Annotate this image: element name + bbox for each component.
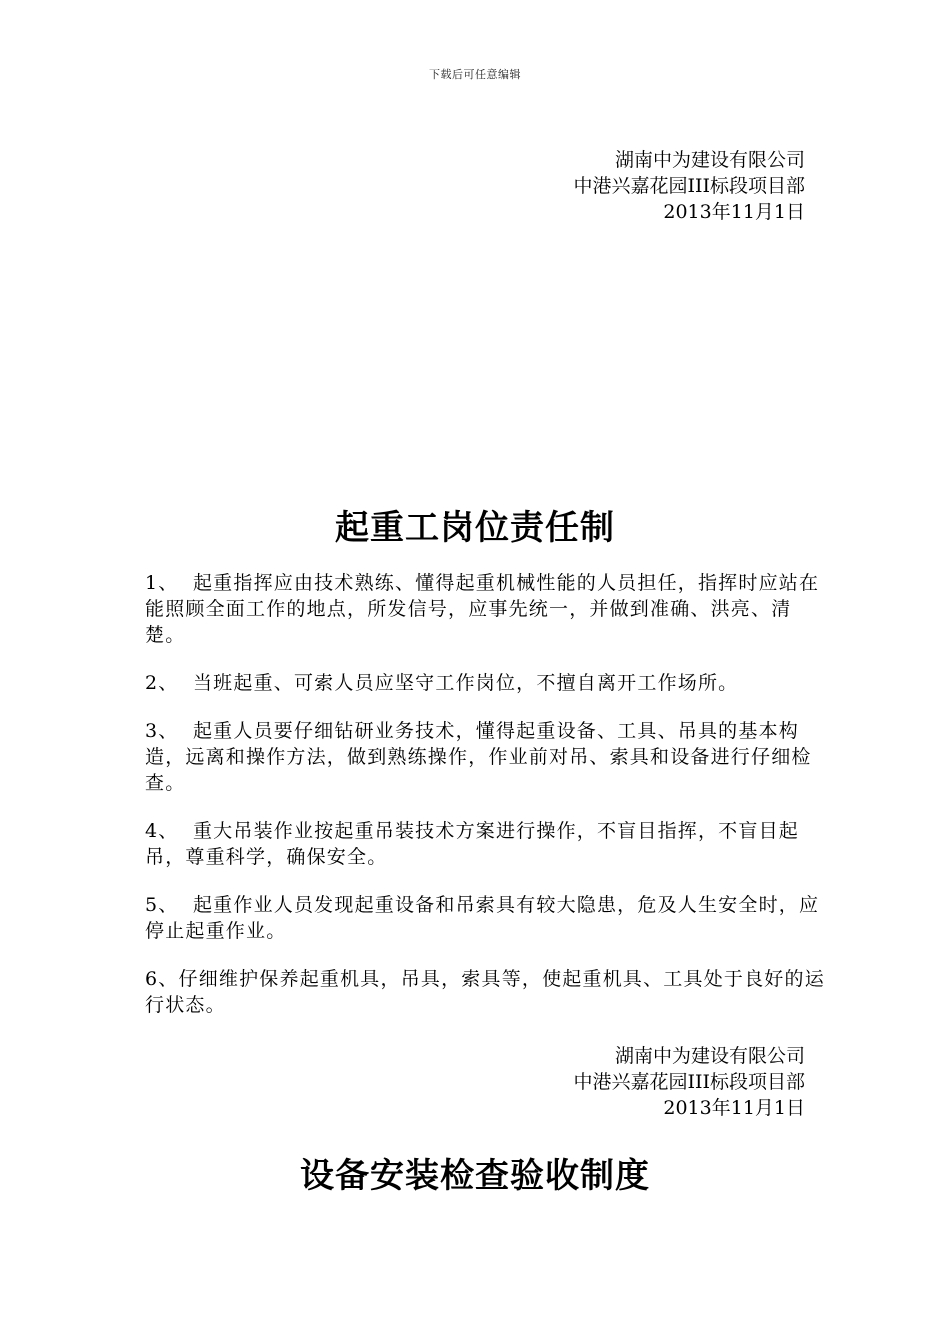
company-name: 湖南中为建设有限公司	[614, 1045, 805, 1067]
signature-date: 2013年11月1日	[663, 1097, 805, 1119]
clause-list	[145, 570, 825, 1018]
page-header-note: 下载后可任意编辑	[429, 68, 521, 81]
section-title-equipment-inspection: 设备安装检查验收制度	[300, 1156, 650, 1196]
clause-item-5: 5、 起重作业人员发现起重设备和吊索具有较大隐患，危及人生安全时，应停止起重作业。	[145, 894, 820, 942]
company-name: 湖南中为建设有限公司	[614, 149, 805, 171]
clause-item-1: 1、 起重指挥应由技术熟练、懂得起重机械性能的人员担任，指挥时应站在能照顾全面工作的地点，所发信号，应事先统一，并做到准确、洪亮、清楚。	[145, 572, 820, 646]
clause-item-3: 3、 起重人员要仔细钻研业务技术，懂得起重设备、工具、吊具的基本构造，远离和操作方法，做到熟练操作，作业前对吊、索具和设备进行仔细检查。	[145, 720, 812, 794]
clause-item-6: 6、仔细维护保养起重机具，吊具，索具等，使起重机具、工具处于良好的运行状态。	[145, 968, 825, 1016]
department-name: 中港兴嘉花园III标段项目部	[573, 175, 805, 197]
clause-item-2: 2、 当班起重、可索人员应坚守工作岗位，不擅自离开工作场所。	[145, 672, 739, 694]
clause-item-4: 4、 重大吊装作业按起重吊装技术方案进行操作，不盲目指挥，不盲目起吊，尊重科学，确保安全。	[145, 820, 799, 868]
department-name: 中港兴嘉花园III标段项目部	[573, 1071, 805, 1093]
signature-block-top	[573, 147, 805, 225]
signature-date: 2013年11月1日	[663, 201, 805, 223]
signature-block-bottom	[573, 1043, 805, 1121]
section-title-crane-duties: 起重工岗位责任制	[335, 508, 615, 548]
